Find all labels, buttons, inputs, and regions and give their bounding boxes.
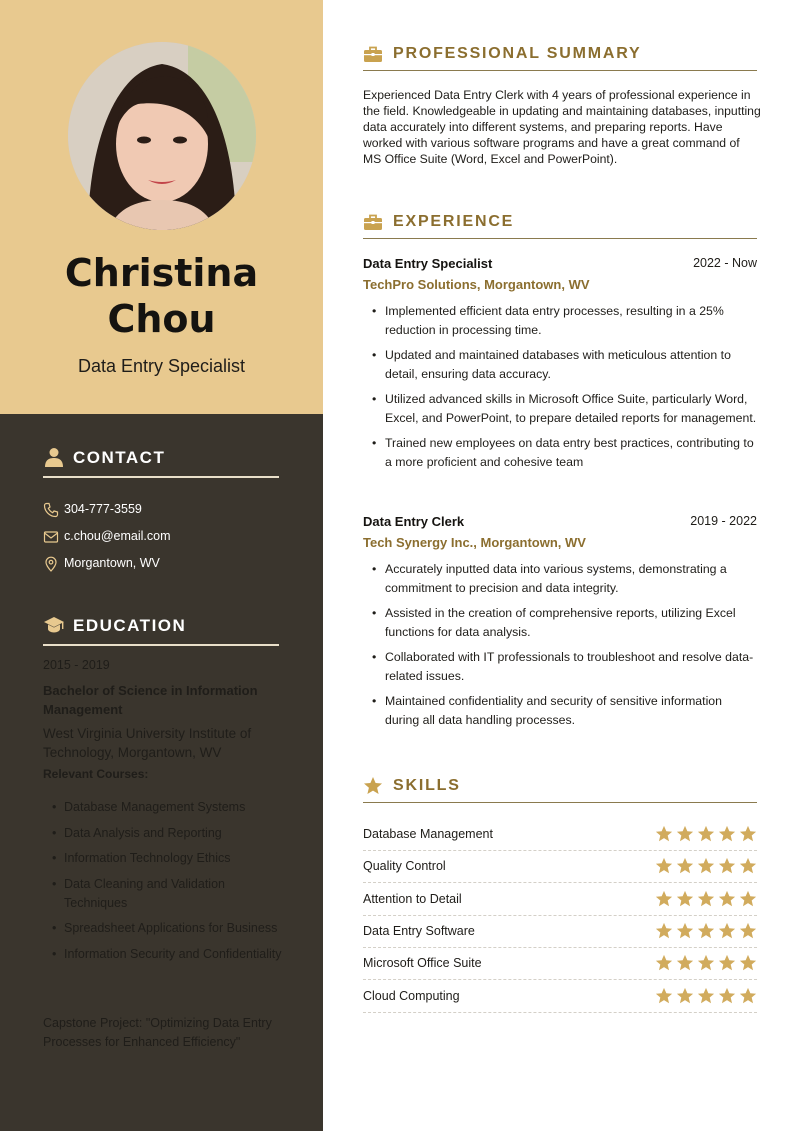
rating-star-icon [739,954,757,972]
rating-star-icon [655,825,673,843]
skill-row [363,980,757,1013]
profile-photo [68,42,256,230]
skill-row [363,818,757,851]
experience-heading: EXPERIENCE [393,213,515,230]
rating-star-icon [739,922,757,940]
bullet-text: Implemented efficient data entry processes, resulting in a 25% reduction in processing time. [385,304,724,337]
education-section-header [43,612,279,646]
skill-rating [652,890,757,908]
skill-row [363,883,757,916]
education-school: West Virginia University Institute of Technology, Morgantown, WV [43,726,252,760]
bullet-item: • Maintained confidentiality and security of sensitive information during all data handling processes. [372,694,722,727]
bullet-item: • Collaborated with IT professionals to troubleshoot and resolve data-related issues. [372,650,754,683]
contact-section-header [43,444,279,478]
rating-star-icon [739,857,757,875]
courses-list [43,798,283,970]
mail-icon [43,529,59,545]
rating-star-icon [739,825,757,843]
summary-section-header [363,42,757,71]
rating-star-icon [655,954,673,972]
briefcase-icon [363,44,383,64]
skills-heading: SKILLS [393,777,461,794]
education-years: 2015 - 2019 [43,658,110,672]
skill-rating [652,954,757,972]
skill-row [363,947,757,980]
bullet-text: Updated and maintained databases with meticulous attention to detail, ensuring data accuracy. [385,348,731,381]
skill-rating [652,922,757,940]
course-text: Database Management Systems [64,800,246,814]
course-text: Data Analysis and Reporting [64,825,222,840]
job-1-company: TechPro Solutions, Morgantown, WV [363,277,590,292]
skill-name: Quality Control [363,859,446,874]
contact-heading: CONTACT [73,448,166,467]
rating-star-icon [676,987,694,1005]
graduation-cap-icon [43,614,65,636]
bullet-text: Collaborated with IT professionals to troubleshoot and resolve data-related issues. [385,650,754,683]
course-item: • Spreadsheet Applications for Business [52,921,278,935]
rating-star-icon [655,987,673,1005]
rating-star-icon [718,954,736,972]
bullet-text: Utilized advanced skills in Microsoft Office Suite, particularly Word, Excel, and PowerPoint, to prepare detailed reports for management. [385,392,757,425]
skill-name: Cloud Computing [363,988,460,1003]
course-text: Data Cleaning and Validation Techniques [64,876,225,910]
rating-star-icon [655,922,673,940]
job-1-bullets [363,302,757,478]
job-1-title: Data Entry Specialist [363,256,493,271]
sidebar-header [0,0,323,414]
rating-star-icon [697,857,715,875]
course-text: Information Security and Confidentiality [64,946,282,961]
skill-name: Attention to Detail [363,891,462,906]
rating-star-icon [718,987,736,1005]
job-2-title: Data Entry Clerk [363,514,465,529]
course-item: • Database Management Systems [52,800,246,814]
course-text: Spreadsheet Applications for Business [64,921,278,935]
bullet-text: Trained new employees on data entry best practices, contributing to a more proficient and cohesive team [385,436,754,469]
rating-star-icon [655,890,673,908]
rating-star-icon [718,857,736,875]
relevant-courses-label: Relevant Courses: [43,767,149,781]
skill-row [363,915,757,948]
person-icon [43,446,65,468]
job-2-company: Tech Synergy Inc., Morgantown, WV [363,535,586,550]
course-text: Information Technology Ethics [64,851,231,865]
skill-name: Data Entry Software [363,923,475,938]
rating-star-icon [676,857,694,875]
skills-section-header [363,774,757,803]
bullet-item: • Trained new employees on data entry best practices, contributing to a more proficient and cohesive team [372,436,754,469]
rating-star-icon [697,987,715,1005]
summary-heading: PROFESSIONAL SUMMARY [393,45,642,62]
rating-star-icon [739,890,757,908]
job-1-dates: 2022 - Now [693,256,757,270]
skill-row [363,850,757,883]
skill-rating [652,987,757,1005]
skill-name: Microsoft Office Suite [363,956,482,971]
bullet-item: • Implemented efficient data entry processes, resulting in a 25% reduction in processing time. [372,304,724,337]
full-name [0,250,323,342]
location-pin-icon [43,556,59,572]
education-heading: EDUCATION [73,616,187,635]
bullet-item: • Accurately inputted data into various systems, demonstrating a commitment to precision and data integrity. [372,562,727,595]
rating-star-icon [697,825,715,843]
course-item: • Data Analysis and Reporting [52,825,222,840]
skill-rating [652,857,757,875]
rating-star-icon [697,922,715,940]
job-2-dates: 2019 - 2022 [690,514,757,528]
rating-star-icon [655,857,673,875]
rating-star-icon [676,890,694,908]
rating-star-icon [697,890,715,908]
rating-star-icon [676,825,694,843]
email-address[interactable]: c.chou@email.com [64,529,171,543]
job-2-bullets [363,560,757,736]
bullet-item: • Utilized advanced skills in Microsoft Office Suite, particularly Word, Excel, and PowerPoint, to prepare detailed reports for management. [372,392,757,425]
job-title: Data Entry Specialist [77,356,246,376]
last-name: Chou [107,297,216,341]
rating-star-icon [676,954,694,972]
skill-name: Database Management [363,827,493,841]
rating-star-icon [718,890,736,908]
location-text: Morgantown, WV [64,556,160,570]
experience-section-header [363,210,757,239]
rating-star-icon [739,987,757,1005]
course-item: • Information Technology Ethics [52,851,231,865]
rating-star-icon [697,954,715,972]
phone-number[interactable]: 304-777-3559 [64,502,142,516]
skill-rating [652,825,757,843]
bullet-text: Accurately inputted data into various systems, demonstrating a commitment to precision and data integrity. [385,562,727,595]
briefcase-icon [363,212,383,232]
phone-icon [43,502,59,518]
rating-star-icon [676,922,694,940]
capstone-project: Capstone Project: "Optimizing Data Entry Processes for Enhanced Efficiency" [43,1016,272,1049]
bullet-text: Assisted in the creation of comprehensive reports, utilizing Excel functions for data analysis. [385,606,736,639]
course-item: • Data Cleaning and Validation Techniques [52,876,225,910]
bullet-item: • Updated and maintained databases with meticulous attention to detail, ensuring data accuracy. [372,348,731,381]
star-icon [363,776,383,796]
bullet-item: • Assisted in the creation of comprehensive reports, utilizing Excel functions for data analysis. [372,606,736,639]
summary-text: Experienced Data Entry Clerk with 4 years of professional experience in the field. Knowledgeable in updating and maintaining databases, inputting data accurately into different systems, and preparing reports. Have worked with various software programs and have a great command of MS Office Suite (Word, Excel and PowerPoint). [363,88,761,166]
course-item: • Information Security and Confidentiality [52,946,282,961]
rating-star-icon [718,922,736,940]
first-name: Christina [64,251,259,295]
bullet-text: Maintained confidentiality and security of sensitive information during all data handling processes. [385,694,722,727]
education-degree: Bachelor of Science in Information Management [43,683,258,717]
rating-star-icon [718,825,736,843]
